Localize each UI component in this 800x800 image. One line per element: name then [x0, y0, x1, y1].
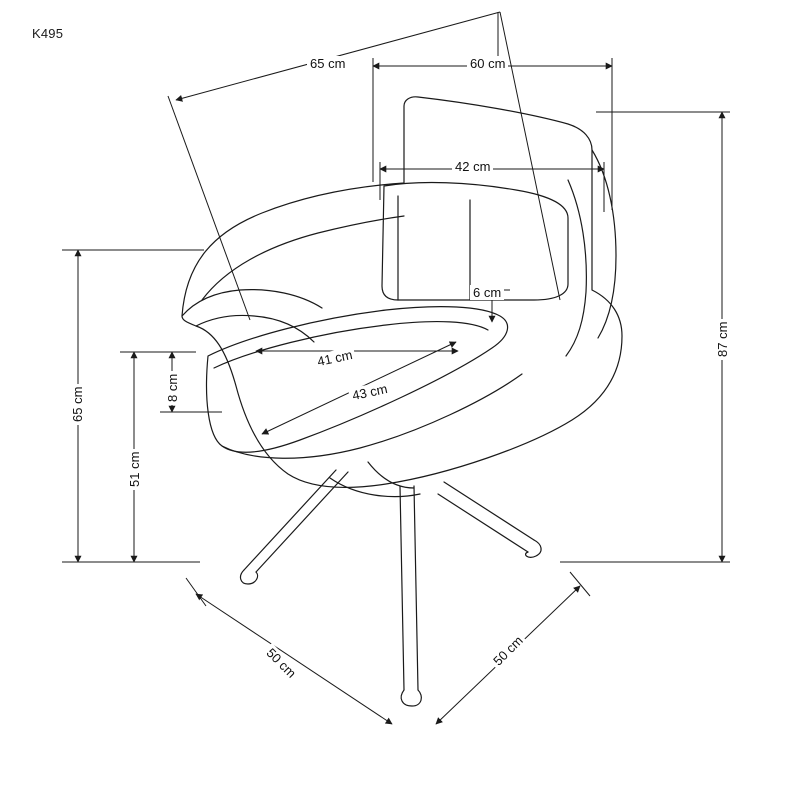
- dimension-lines: [62, 12, 730, 724]
- model-code-label: K495: [32, 26, 64, 41]
- dim-label-backrest-width: 42 cm: [452, 159, 493, 174]
- dim-label-base-span-right: 50 cm: [488, 631, 528, 671]
- dim-label-height-total: 87 cm: [715, 319, 730, 360]
- dim-label-seat-width: 41 cm: [313, 346, 357, 369]
- dim-label-width-total: 60 cm: [467, 56, 508, 71]
- ext-65-diag: [168, 96, 250, 320]
- dim-label-seat-height: 51 cm: [127, 449, 142, 490]
- dim-label-cushion-thickness: 8 cm: [165, 371, 180, 405]
- chair-outline: [182, 97, 622, 706]
- dim-label-armrest-height: 65 cm: [70, 384, 85, 425]
- dim-base-left-50: [196, 594, 392, 724]
- ext-50l: [186, 578, 206, 606]
- dim-label-base-span-left: 50 cm: [261, 643, 301, 683]
- ext-65-diag2: [500, 12, 560, 300]
- dim-label-depth-total: 65 cm: [307, 56, 348, 71]
- dim-label-seat-gap: 6 cm: [470, 285, 504, 300]
- dim-label-seat-depth: 43 cm: [348, 380, 392, 403]
